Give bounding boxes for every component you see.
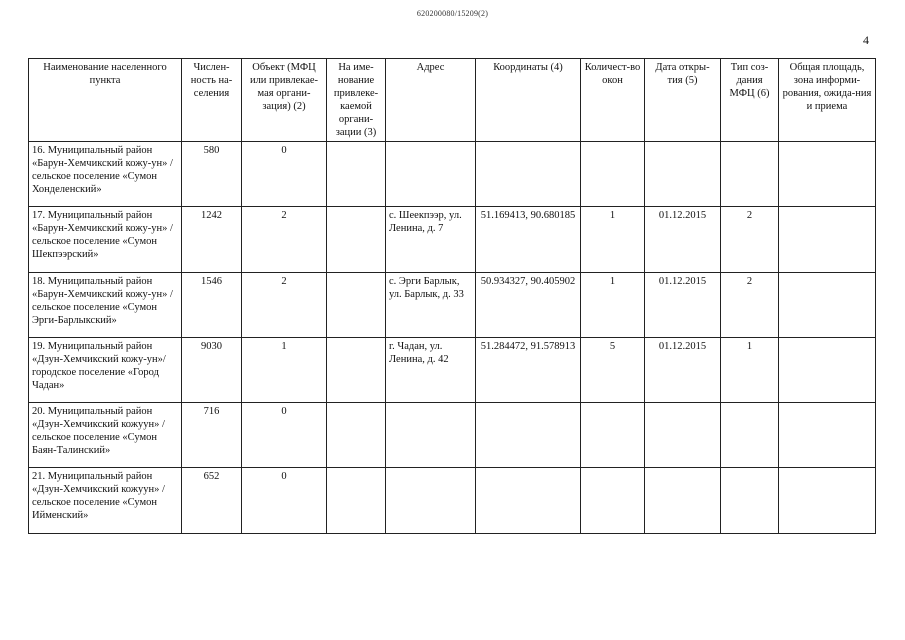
cell-name: 18. Муниципальный район «Барун-Хемчикский кожу-ун» / сельское поселение «Сумон Эрги-Барлыкский» [29,273,182,338]
cell-coords: 51.169413, 90.680185 [476,207,581,273]
cell-windows: 5 [581,338,645,403]
mfc-table [28,58,876,534]
cell-address [386,142,476,207]
cell-coords [476,403,581,468]
cell-address: г. Чадан, ул. Ленина, д. 42 [386,338,476,403]
cell-address: с. Шеекпээр, ул. Ленина, д. 7 [386,207,476,273]
cell-windows [581,468,645,534]
cell-type: 1 [721,338,779,403]
cell-object: 0 [242,403,327,468]
table-row [29,468,876,534]
cell-address: с. Эрги Барлык, ул. Барлык, д. 33 [386,273,476,338]
cell-area [779,273,876,338]
col-header-org: На име-нование привлеке-каемой органи-зации (3) [327,59,386,142]
cell-area [779,207,876,273]
cell-org [327,338,386,403]
cell-name: 19. Муниципальный район «Дзун-Хемчикский кожу-ун»/городское поселение «Город Чадан» [29,338,182,403]
table-row [29,207,876,273]
cell-type: 2 [721,207,779,273]
cell-windows [581,403,645,468]
cell-object: 2 [242,207,327,273]
cell-object: 2 [242,273,327,338]
col-header-date: Дата откры-тия (5) [645,59,721,142]
cell-name: 20. Муниципальный район «Дзун-Хемчикский кожуун» / сельское поселение «Сумон Баян-Талинский» [29,403,182,468]
cell-name: 21. Муниципальный район «Дзун-Хемчикский кожуун» / сельское поселение «Сумон Ийменский» [29,468,182,534]
page-number: 4 [863,33,869,47]
cell-population: 1242 [182,207,242,273]
cell-org [327,207,386,273]
cell-population: 9030 [182,338,242,403]
cell-org [327,468,386,534]
table-row [29,142,876,207]
cell-coords [476,468,581,534]
col-header-population: Числен-ность на-селения [182,59,242,142]
cell-object: 0 [242,468,327,534]
col-header-windows: Количест-во окон [581,59,645,142]
cell-address [386,403,476,468]
cell-org [327,142,386,207]
cell-windows: 1 [581,273,645,338]
cell-name: 17. Муниципальный район «Барун-Хемчикский кожу-ун» / сельское поселение «Сумон Шекпээрский» [29,207,182,273]
cell-population: 1546 [182,273,242,338]
cell-population: 716 [182,403,242,468]
col-header-coords: Координаты (4) [476,59,581,142]
cell-population: 652 [182,468,242,534]
cell-org [327,273,386,338]
cell-name: 16. Муниципальный район «Барун-Хемчикский кожу-ун» / сельское поселение «Сумон Хонделенский» [29,142,182,207]
cell-area [779,142,876,207]
cell-coords: 50.934327, 90.405902 [476,273,581,338]
cell-type [721,142,779,207]
cell-date: 01.12.2015 [645,273,721,338]
col-header-address: Адрес [386,59,476,142]
cell-coords [476,142,581,207]
table-row [29,403,876,468]
col-header-name: Наименование населенного пункта [29,59,182,142]
cell-object: 1 [242,338,327,403]
cell-date [645,468,721,534]
cell-org [327,403,386,468]
cell-type [721,468,779,534]
cell-date [645,403,721,468]
document-id: 620200080/15209(2) [416,9,489,18]
cell-windows [581,142,645,207]
cell-area [779,403,876,468]
table-row [29,338,876,403]
cell-population: 580 [182,142,242,207]
cell-type: 2 [721,273,779,338]
cell-windows: 1 [581,207,645,273]
cell-coords: 51.284472, 91.578913 [476,338,581,403]
cell-date: 01.12.2015 [645,207,721,273]
cell-type [721,403,779,468]
cell-area [779,338,876,403]
col-header-object: Объект (МФЦ или привлекае-мая органи-зация) (2) [242,59,327,142]
cell-area [779,468,876,534]
cell-object: 0 [242,142,327,207]
col-header-type: Тип соз-дания МФЦ (6) [721,59,779,142]
table-row [29,273,876,338]
cell-date: 01.12.2015 [645,338,721,403]
cell-address [386,468,476,534]
cell-date [645,142,721,207]
table-header-row [29,59,876,142]
col-header-area: Общая площадь, зона информи-рования, ожида-ния и приема [779,59,876,142]
